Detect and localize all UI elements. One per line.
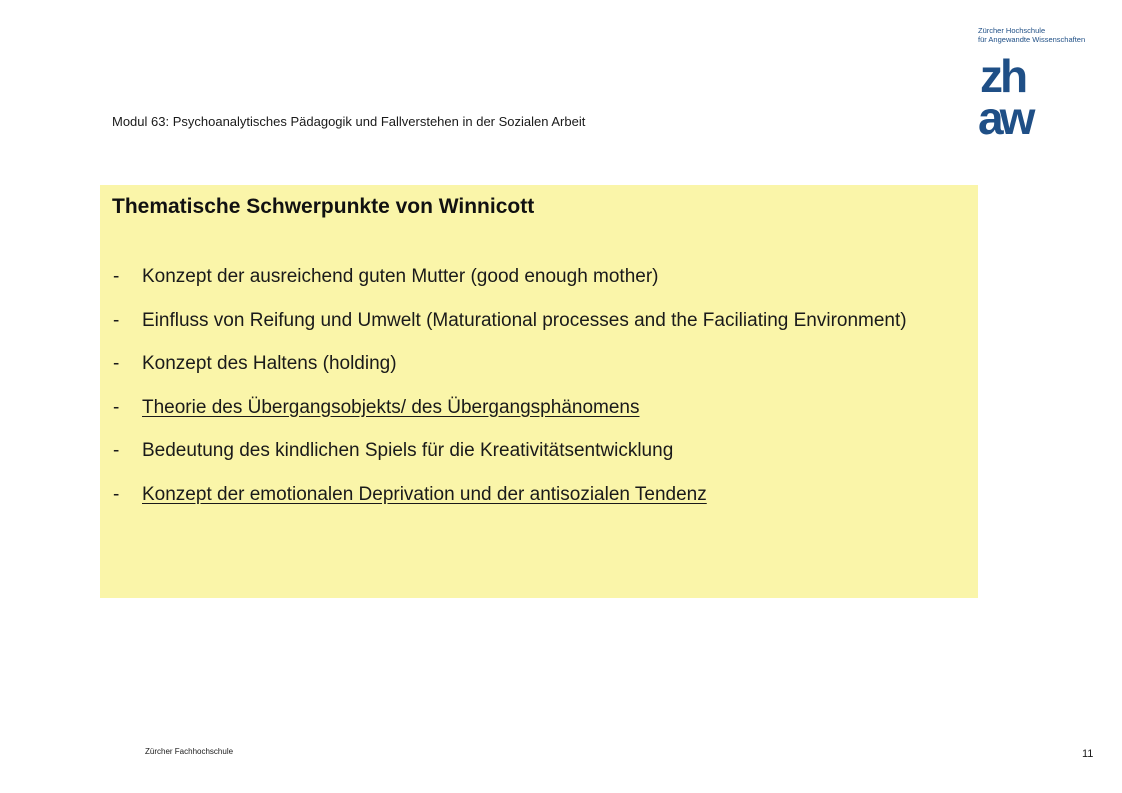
topic-item — [113, 473, 962, 517]
topic-bullet-dash: - — [113, 396, 120, 418]
topic-item — [113, 429, 962, 473]
topic-text: Konzept des Haltens (holding) — [142, 353, 397, 374]
topic-text: Theorie des Übergangsobjekts/ des Übergangsphänomens — [142, 396, 640, 418]
topic-bullet-dash: - — [113, 483, 120, 505]
topic-bullet-dash: - — [113, 440, 120, 461]
footer-institution: Zürcher Fachhochschule — [145, 747, 234, 756]
topic-text: Konzept der ausreichend guten Mutter (good enough mother) — [142, 266, 659, 287]
logo-caption-line-1: Zürcher Hochschule — [978, 26, 1046, 35]
panel-heading: Thematische Schwerpunkte von Winnicott — [112, 195, 535, 218]
page-number: 11 — [1082, 748, 1094, 760]
topic-item — [113, 299, 962, 343]
topic-item — [113, 386, 962, 430]
content-panel — [100, 185, 978, 598]
module-title: Modul 63: Psychoanalytisches Pädagogik und Fallverstehen in der Sozialen Arbeit — [112, 114, 586, 129]
topic-text: Einfluss von Reifung und Umwelt (Maturational processes and the Faciliating Environment) — [142, 309, 907, 331]
topic-item — [113, 255, 962, 299]
logo-caption — [978, 26, 1085, 44]
logo-mark-bottom: aw — [978, 92, 1032, 138]
topic-item — [113, 342, 962, 386]
topic-text: Konzept der emotionalen Deprivation und der antisozialen Tendenz — [142, 483, 707, 505]
logo-mark-top: zh — [980, 54, 1026, 102]
logo-caption-line-2: für Angewandte Wissenschaften — [978, 35, 1086, 44]
zhaw-logo-mark — [978, 54, 1058, 138]
topic-bullet-dash: - — [113, 353, 120, 374]
topic-list — [113, 255, 962, 516]
topic-bullet-dash: - — [113, 309, 120, 331]
topic-bullet-dash: - — [113, 266, 120, 287]
zhaw-logo — [978, 26, 1098, 138]
topic-text: Bedeutung des kindlichen Spiels für die Kreativitätsentwicklung — [142, 440, 674, 461]
